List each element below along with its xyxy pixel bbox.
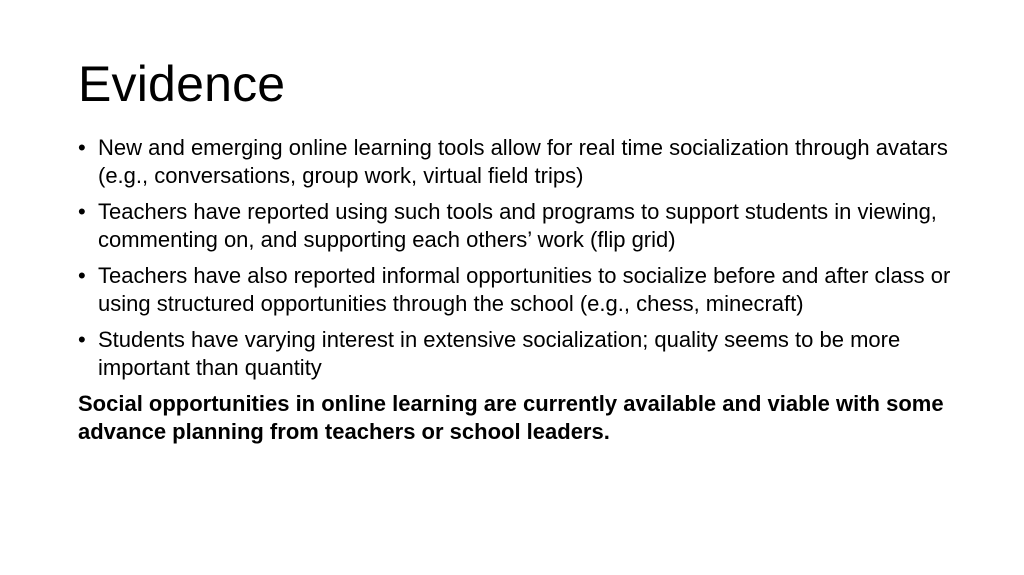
slide-content [78, 134, 958, 468]
bullet-item [78, 134, 958, 190]
bullet-text: New and emerging online learning tools allow for real time socialization through avatars (e.g., conversations, group work, virtual field trips) [98, 135, 948, 188]
slide-title: Evidence [78, 56, 286, 112]
bullet-icon: • [78, 199, 86, 224]
bullet-text: Teachers have also reported informal opportunities to socialize before and after class or using structured opportunities through the school (e.g., chess, minecraft) [98, 263, 951, 316]
bullet-text: Teachers have reported using such tools and programs to support students in viewing, commenting on, and supporting each others’ work (flip grid) [98, 199, 937, 252]
bullet-icon: • [78, 327, 86, 352]
bullet-list [78, 134, 958, 382]
conclusion-text: Social opportunities in online learning are currently available and viable with some advance planning from teachers or school leaders. [78, 391, 944, 444]
bullet-icon: • [78, 135, 86, 160]
bullet-item [78, 326, 958, 382]
bullet-text: Students have varying interest in extensive socialization; quality seems to be more important than quantity [98, 327, 901, 380]
bullet-icon: • [78, 263, 86, 288]
bullet-item [78, 198, 958, 254]
bullet-item [78, 262, 958, 318]
